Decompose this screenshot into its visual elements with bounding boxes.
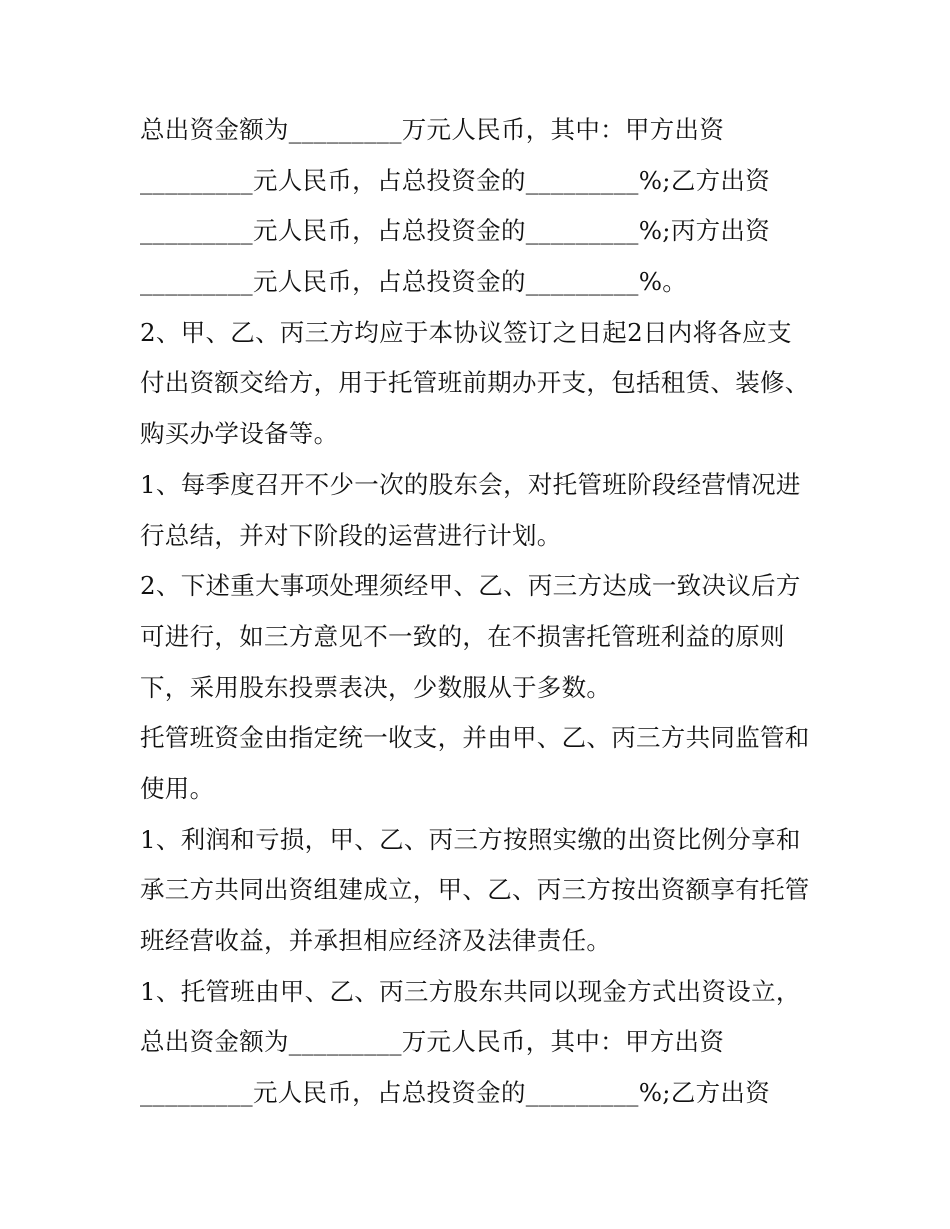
text-line: 托管班资金由指定统一收支，并由甲、乙、丙三方共同监管和 bbox=[140, 723, 810, 753]
text-line: 付出资额交给方，用于托管班前期办开支，包括租赁、装修、 bbox=[140, 368, 810, 398]
text-line: _________元人民币，占总投资金的_________%;乙方出资 bbox=[140, 165, 771, 195]
text-line: 总出资金额为_________万元人民币，其中：甲方出资 bbox=[140, 1027, 725, 1057]
text-line: _________元人民币，占总投资金的_________%。 bbox=[140, 267, 688, 297]
text-line: 承三方共同出资组建成立，甲、乙、丙三方按出资额享有托管 bbox=[140, 875, 810, 905]
text-line: 1、托管班由甲、乙、丙三方股东共同以现金方式出资设立， bbox=[140, 976, 801, 1006]
text-line: 可进行，如三方意见不一致的，在不损害托管班利益的原则 bbox=[140, 621, 785, 651]
text-line: 使用。 bbox=[140, 773, 215, 803]
document-body bbox=[140, 105, 820, 1119]
text-line: 总出资金额为_________万元人民币，其中：甲方出资 bbox=[140, 115, 725, 144]
text-line: 2、下述重大事项处理须经甲、乙、丙三方达成一致决议后方 bbox=[140, 571, 801, 601]
text-line: 1、利润和亏损，甲、乙、丙三方按照实缴的出资比例分享和 bbox=[140, 824, 801, 854]
text-line: _________元人民币，占总投资金的_________%;丙方出资 bbox=[140, 216, 771, 246]
text-line: 班经营收益，并承担相应经济及法律责任。 bbox=[140, 926, 612, 955]
text-line: 1、每季度召开不少一次的股东会，对托管班阶段经营情况进 bbox=[140, 469, 801, 499]
text-line: _________元人民币，占总投资金的_________%;乙方出资 bbox=[140, 1078, 771, 1108]
text-line: 2、甲、乙、丙三方均应于本协议签订之日起2日内将各应支 bbox=[140, 317, 792, 347]
text-line: 下，采用股东投票表决，少数服从于多数。 bbox=[140, 672, 612, 702]
text-line: 购买办学设备等。 bbox=[140, 419, 339, 449]
text-line: 行总结，并对下阶段的运营进行计划。 bbox=[140, 520, 562, 550]
